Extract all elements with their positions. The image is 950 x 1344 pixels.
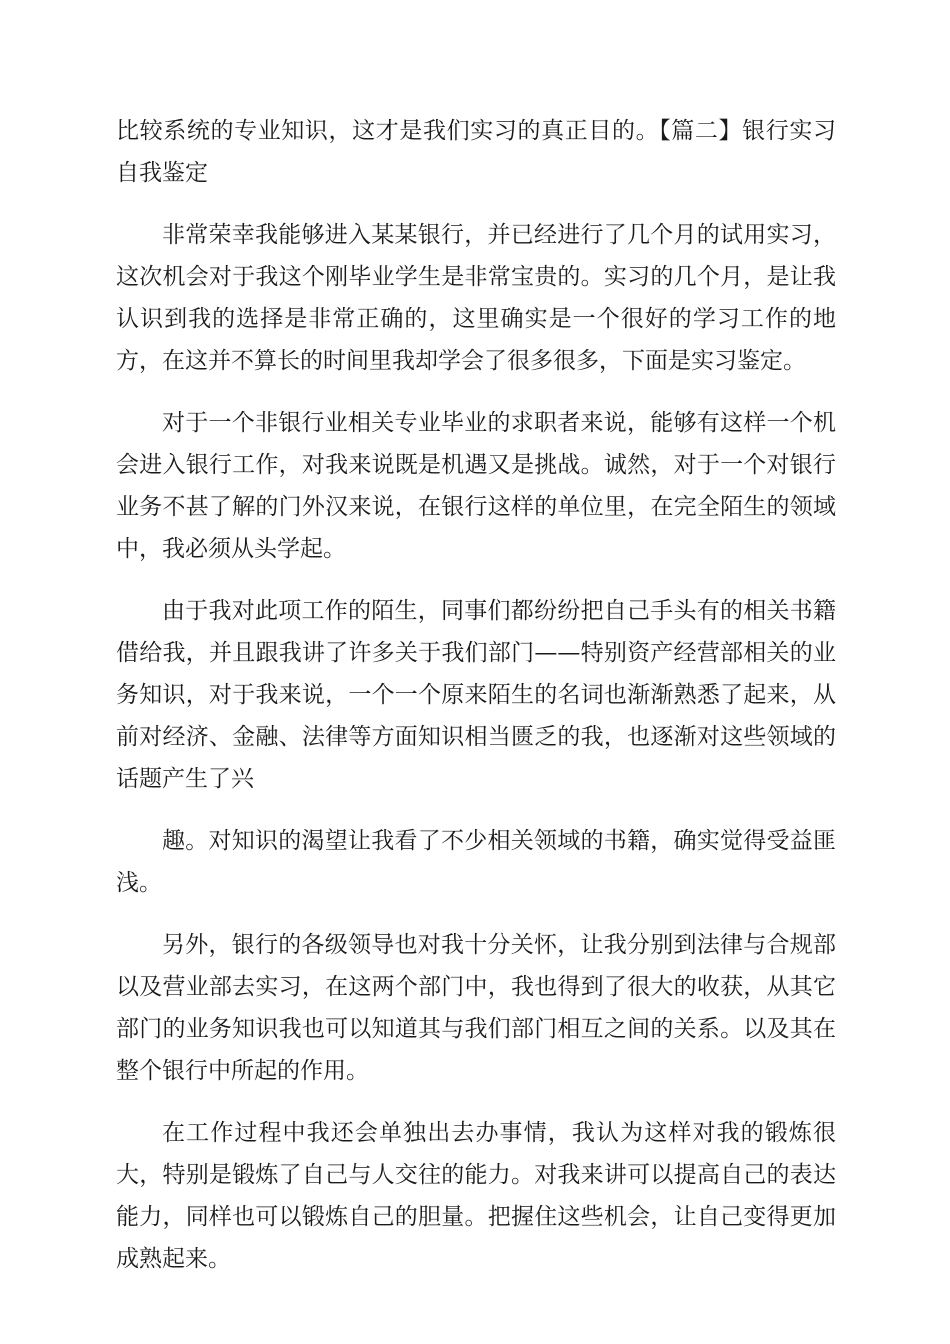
paragraph-4: 由于我对此项工作的陌生，同事们都纷纷把自己手头有的相关书籍借给我，并且跟我讲了许多关于我们部门——特别资产经营部相关的业务知识，对于我来说，一个一个原来陌生的名词也渐渐熟悉了起来，从前对经济、金融、法律等方面知识相当匮乏的我，也逐渐对这些领域的话题产生了兴 — [116, 598, 836, 792]
paragraph-2: 非常荣幸我能够进入某某银行，并已经进行了几个月的试用实习，这次机会对于我这个刚毕业学生是非常宝贵的。实习的几个月，是让我认识到我的选择是非常正确的，这里确实是一个很好的学习工作的地方，在这并不算长的时间里我却学会了很多很多，下面是实习鉴定。 — [116, 222, 836, 374]
document-body — [116, 110, 836, 1280]
paragraph-1: 比较系统的专业知识，这才是我们实习的真正目的。【篇二】银行实习自我鉴定 — [116, 118, 836, 186]
paragraph-6: 另外，银行的各级领导也对我十分关怀，让我分别到法律与合规部以及营业部去实习，在这两个部门中，我也得到了很大的收获，从其它部门的业务知识我也可以知道其与我们部门相互之间的关系。以及其在整个银行中所起的作用。 — [116, 932, 836, 1084]
paragraph-3: 对于一个非银行业相关专业毕业的求职者来说，能够有这样一个机会进入银行工作，对我来说既是机遇又是挑战。诚然，对于一个对银行业务不甚了解的门外汉来说，在银行这样的单位里，在完全陌生的领域中，我必须从头学起。 — [116, 410, 836, 562]
paragraph-7: 在工作过程中我还会单独出去办事情，我认为这样对我的锻炼很大，特别是锻炼了自己与人交往的能力。对我来讲可以提高自己的表达能力，同样也可以锻炼自己的胆量。把握住这些机会，让自己变得更加成熟起来。 — [116, 1120, 836, 1272]
paragraph-5: 趣。对知识的渴望让我看了不少相关领域的书籍，确实觉得受益匪浅。 — [116, 828, 836, 896]
